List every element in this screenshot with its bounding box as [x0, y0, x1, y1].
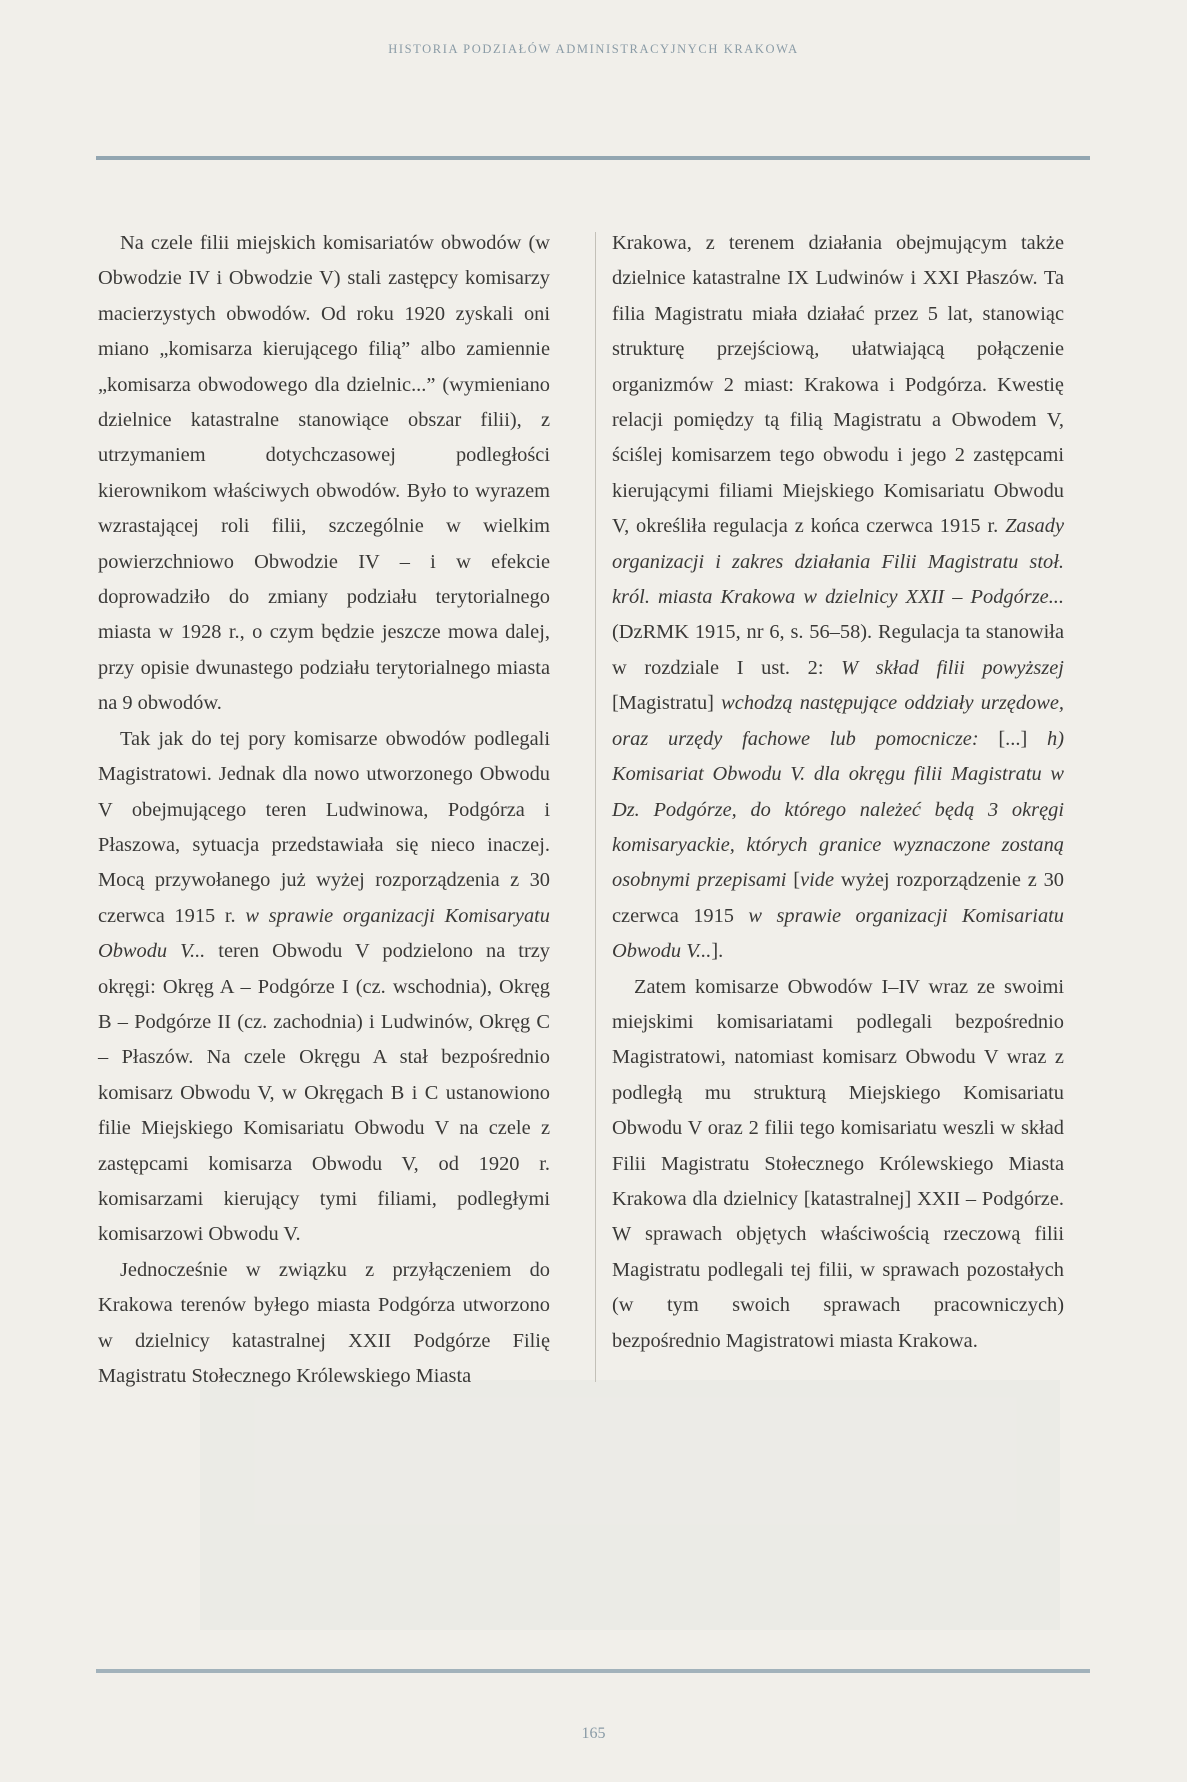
- right-paragraph-2: Zatem komisarze Obwodów I–IV wraz ze swoimi miejskimi komisariatami podlegali bezpośrednio Magistratowi, natomiast komisarz Obwodu V wraz z podległą mu strukturą Miejskiego Komisariatu Obwodu V oraz 2 filii tego komisariatu weszli w skład Filii Magistratu Stołecznego Królewskiego Miasta Krakowa dla dzielnicy [katastralnej] XXII – Podgórze. W sprawach objętych właściwością rzeczową filii Magistratu podlegali tej filii, w sprawach pozostałych (w tym swoich sprawach pracowniczych) bezpośrednio Magistratowi miasta Krakowa.: [612, 975, 1064, 1352]
- page-number: 165: [581, 1725, 606, 1742]
- right-p1-text-c: [Magistratu]: [612, 692, 722, 715]
- right-p1-italic-5: vide: [800, 869, 835, 892]
- left-column: [98, 226, 550, 1394]
- right-p1-italic-2: W skład filii powyższej: [841, 656, 1064, 679]
- right-p1-text-e: [: [786, 869, 801, 892]
- bottom-rule: [96, 1669, 1090, 1673]
- column-divider: [595, 232, 596, 1382]
- left-paragraph-3: Jednocześnie w związku z przyłączeniem do Krakowa terenów byłego miasta Podgórza utworzono w dzielnicy katastralnej XXII Podgórze Filię Magistratu Stołecznego Królewskiego Miasta: [98, 1258, 550, 1387]
- right-column: [612, 226, 1064, 1359]
- right-p1-text-a: Krakowa, z terenem działania obejmującym także dzielnice katastralne IX Ludwinów i XXI Płaszów. Ta filia Magistratu miała działać przez 5 lat, stanowiąc strukturę przejściową, ułatwiającą połączenie organizmów 2 miast: Krakowa i Podgórza. Kwestię relacji pomiędzy tą filią Magistratu a Obwodem V, ściślej komisarzem tego obwodu i jego 2 zastępcami kierującymi filiami Miejskiego Komisariatu Obwodu V, określiła regulacja z końca czerwca 1915 r.: [612, 232, 1064, 538]
- show-through-panel: [200, 1380, 1060, 1630]
- right-p1-italic-6: w sprawie organizacji Komisariatu Obwodu V...: [612, 904, 1064, 963]
- right-p1-text-b: (DzRMK 1915, nr 6, s. 56–58). Regulacja ta stanowiła w rozdziale I ust. 2:: [612, 621, 1064, 679]
- right-p1-text-g: ].: [711, 940, 724, 963]
- top-rule: [96, 156, 1090, 160]
- running-head: HISTORIA PODZIAŁÓW ADMINISTRACYJNYCH KRAKOWA: [388, 42, 799, 56]
- right-p1-italic-1: Zasady organizacji i zakres działania Filii Magistratu stoł. król. miasta Krakowa w dzielnicy XXII – Podgórze...: [612, 515, 1064, 609]
- left-paragraph-1: Na czele filii miejskich komisariatów obwodów (w Obwodzie IV i Obwodzie V) stali zastępcy komisarzy macierzystych obwodów. Od roku 1920 zyskali oni miano „komisarza kierującego filią” albo zamiennie „komisarza obwodowego dla dzielnic...” (wymieniano dzielnice katastralne stanowiące obszar filii), z utrzymaniem dotychczasowej podległości kierownikom właściwych obwodów. Było to wyrazem wzrastającej roli filii, szczególnie w wielkim powierzchniowo Obwodzie IV – i w efekcie doprowadziło do zmiany podziału terytorialnego miasta w 1928 r., o czym będzie jeszcze mowa dalej, przy opisie dwunastego podziału terytorialnego miasta na 9 obwodów.: [98, 232, 550, 715]
- right-p1-italic-3: wchodzą następujące oddziały urzędowe, oraz urzędy fachowe lub pomocnicze:: [612, 692, 1064, 750]
- left-p2-text-a: Tak jak do tej pory komisarze obwodów podlegali Magistratowi. Jednak dla nowo utworzonego Obwodu V obejmującego teren Ludwinowa, Podgórza i Płaszowa, sytuacja przedstawiała się nieco inaczej. Mocą przywołanego już wyżej rozporządzenia z 30 czerwca 1915 r.: [98, 727, 550, 927]
- right-p1-italic-4: h) Komisariat Obwodu V. dla okręgu filii Magistratu w Dz. Podgórze, do którego należeć będą 3 okręgi komisaryackie, których granice wyznaczone zostaną osobnymi przepisami: [612, 727, 1064, 892]
- left-paragraph-2: [98, 722, 550, 1253]
- left-p2-text-b: teren Obwodu V podzielono na trzy okręgi: Okręg A – Podgórze I (cz. wschodnia), Okręg B – Podgórze II (cz. zachodnia) i Ludwinów, Okręg C – Płaszów. Na czele Okręgu A stał bezpośrednio komisarz Obwodu V, w Okręgach B i C ustanowiono filie Miejskiego Komisariatu Obwodu V na czele z zastępcami komisarza Obwodu V, od 1920 r. komisarzami kierujący tymi filiami, podległymi komisarzowi Obwodu V.: [98, 940, 550, 1246]
- left-p2-italic: w sprawie organizacji Komisaryatu Obwodu V...: [98, 904, 551, 963]
- right-p1-text-f: wyżej rozporządzenie z 30 czerwca 1915: [612, 869, 1064, 927]
- right-paragraph-1: [612, 226, 1064, 970]
- right-p1-text-d: [...]: [978, 727, 1047, 750]
